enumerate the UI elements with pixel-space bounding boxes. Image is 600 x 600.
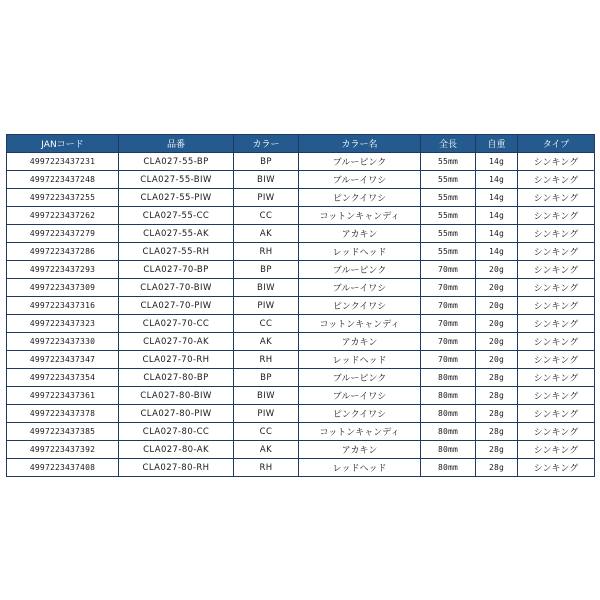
jan-code-cell: 4997223437231: [7, 153, 119, 171]
length-cell: 55mm: [421, 153, 476, 171]
table-row: [7, 207, 595, 225]
type-cell: シンキング: [518, 189, 595, 207]
part-number-cell: CLA027-80-BIW: [119, 387, 234, 405]
color-name-cell: ピンクイワシ: [299, 189, 421, 207]
table-row: [7, 315, 595, 333]
length-cell: 80mm: [421, 387, 476, 405]
jan-code-cell: 4997223437248: [7, 171, 119, 189]
length-cell: 55mm: [421, 225, 476, 243]
weight-cell: 20g: [476, 297, 518, 315]
weight-cell: 20g: [476, 261, 518, 279]
header-length: 全長: [421, 135, 476, 153]
jan-code-cell: 4997223437385: [7, 423, 119, 441]
weight-cell: 14g: [476, 207, 518, 225]
color-name-cell: ピンクイワシ: [299, 297, 421, 315]
jan-code-cell: 4997223437286: [7, 243, 119, 261]
weight-cell: 20g: [476, 315, 518, 333]
color-code-cell: BP: [234, 153, 299, 171]
type-cell: シンキング: [518, 243, 595, 261]
color-code-cell: CC: [234, 315, 299, 333]
color-name-cell: レッドヘッド: [299, 459, 421, 477]
part-number-cell: CLA027-70-RH: [119, 351, 234, 369]
type-cell: シンキング: [518, 369, 595, 387]
part-number-cell: CLA027-55-BP: [119, 153, 234, 171]
jan-code-cell: 4997223437262: [7, 207, 119, 225]
color-code-cell: AK: [234, 333, 299, 351]
color-code-cell: RH: [234, 243, 299, 261]
length-cell: 80mm: [421, 369, 476, 387]
table-row: [7, 405, 595, 423]
jan-code-cell: 4997223437279: [7, 225, 119, 243]
table-row: [7, 297, 595, 315]
length-cell: 55mm: [421, 243, 476, 261]
part-number-cell: CLA027-70-PIW: [119, 297, 234, 315]
header-color-name: カラー名: [299, 135, 421, 153]
type-cell: シンキング: [518, 153, 595, 171]
table-row: [7, 189, 595, 207]
weight-cell: 14g: [476, 243, 518, 261]
header-row: [7, 135, 595, 153]
length-cell: 70mm: [421, 297, 476, 315]
type-cell: シンキング: [518, 225, 595, 243]
type-cell: シンキング: [518, 387, 595, 405]
jan-code-cell: 4997223437378: [7, 405, 119, 423]
color-code-cell: BP: [234, 261, 299, 279]
part-number-cell: CLA027-80-AK: [119, 441, 234, 459]
part-number-cell: CLA027-80-PIW: [119, 405, 234, 423]
length-cell: 55mm: [421, 207, 476, 225]
color-name-cell: コットンキャンディ: [299, 423, 421, 441]
part-number-cell: CLA027-80-BP: [119, 369, 234, 387]
table-row: [7, 243, 595, 261]
table-row: [7, 387, 595, 405]
length-cell: 70mm: [421, 261, 476, 279]
table-row: [7, 459, 595, 477]
color-code-cell: RH: [234, 351, 299, 369]
color-code-cell: PIW: [234, 405, 299, 423]
table-row: [7, 423, 595, 441]
type-cell: シンキング: [518, 333, 595, 351]
weight-cell: 28g: [476, 369, 518, 387]
color-code-cell: BP: [234, 369, 299, 387]
jan-code-cell: 4997223437316: [7, 297, 119, 315]
color-name-cell: ブルーイワシ: [299, 387, 421, 405]
color-name-cell: ブルーイワシ: [299, 171, 421, 189]
color-name-cell: ブルーピンク: [299, 261, 421, 279]
table-body: [7, 153, 595, 477]
type-cell: シンキング: [518, 441, 595, 459]
weight-cell: 14g: [476, 189, 518, 207]
type-cell: シンキング: [518, 351, 595, 369]
jan-code-cell: 4997223437255: [7, 189, 119, 207]
color-name-cell: ブルーピンク: [299, 369, 421, 387]
jan-code-cell: 4997223437347: [7, 351, 119, 369]
color-name-cell: レッドヘッド: [299, 351, 421, 369]
color-name-cell: ブルーピンク: [299, 153, 421, 171]
table-row: [7, 171, 595, 189]
color-code-cell: PIW: [234, 189, 299, 207]
length-cell: 55mm: [421, 189, 476, 207]
type-cell: シンキング: [518, 279, 595, 297]
weight-cell: 28g: [476, 459, 518, 477]
color-name-cell: アカキン: [299, 225, 421, 243]
part-number-cell: CLA027-55-PIW: [119, 189, 234, 207]
part-number-cell: CLA027-55-CC: [119, 207, 234, 225]
length-cell: 80mm: [421, 441, 476, 459]
table-header: [7, 135, 595, 153]
header-color-code: カラー: [234, 135, 299, 153]
color-name-cell: アカキン: [299, 441, 421, 459]
part-number-cell: CLA027-80-CC: [119, 423, 234, 441]
color-name-cell: ピンクイワシ: [299, 405, 421, 423]
table-row: [7, 441, 595, 459]
weight-cell: 20g: [476, 351, 518, 369]
color-name-cell: アカキン: [299, 333, 421, 351]
color-code-cell: CC: [234, 423, 299, 441]
length-cell: 70mm: [421, 351, 476, 369]
weight-cell: 14g: [476, 225, 518, 243]
color-code-cell: PIW: [234, 297, 299, 315]
length-cell: 80mm: [421, 423, 476, 441]
type-cell: シンキング: [518, 423, 595, 441]
part-number-cell: CLA027-55-RH: [119, 243, 234, 261]
type-cell: シンキング: [518, 405, 595, 423]
color-code-cell: AK: [234, 225, 299, 243]
jan-code-cell: 4997223437323: [7, 315, 119, 333]
table-row: [7, 333, 595, 351]
part-number-cell: CLA027-70-BIW: [119, 279, 234, 297]
table-row: [7, 261, 595, 279]
type-cell: シンキング: [518, 261, 595, 279]
length-cell: 70mm: [421, 333, 476, 351]
color-name-cell: レッドヘッド: [299, 243, 421, 261]
length-cell: 55mm: [421, 171, 476, 189]
table-row: [7, 351, 595, 369]
weight-cell: 14g: [476, 171, 518, 189]
jan-code-cell: 4997223437361: [7, 387, 119, 405]
part-number-cell: CLA027-80-RH: [119, 459, 234, 477]
weight-cell: 28g: [476, 423, 518, 441]
weight-cell: 20g: [476, 333, 518, 351]
header-weight: 自重: [476, 135, 518, 153]
color-name-cell: ブルーイワシ: [299, 279, 421, 297]
jan-code-cell: 4997223437354: [7, 369, 119, 387]
color-name-cell: コットンキャンディ: [299, 207, 421, 225]
jan-code-cell: 4997223437330: [7, 333, 119, 351]
part-number-cell: CLA027-55-BIW: [119, 171, 234, 189]
type-cell: シンキング: [518, 207, 595, 225]
part-number-cell: CLA027-70-CC: [119, 315, 234, 333]
header-type: タイプ: [518, 135, 595, 153]
length-cell: 80mm: [421, 405, 476, 423]
type-cell: シンキング: [518, 171, 595, 189]
color-code-cell: BIW: [234, 279, 299, 297]
table-row: [7, 153, 595, 171]
header-part-number: 品番: [119, 135, 234, 153]
table-row: [7, 369, 595, 387]
weight-cell: 20g: [476, 279, 518, 297]
color-code-cell: CC: [234, 207, 299, 225]
product-spec-table: [6, 134, 595, 477]
type-cell: シンキング: [518, 459, 595, 477]
weight-cell: 28g: [476, 405, 518, 423]
color-code-cell: BIW: [234, 387, 299, 405]
weight-cell: 14g: [476, 153, 518, 171]
weight-cell: 28g: [476, 441, 518, 459]
color-code-cell: AK: [234, 441, 299, 459]
table-row: [7, 279, 595, 297]
jan-code-cell: 4997223437392: [7, 441, 119, 459]
color-code-cell: BIW: [234, 171, 299, 189]
part-number-cell: CLA027-70-AK: [119, 333, 234, 351]
color-name-cell: コットンキャンディ: [299, 315, 421, 333]
part-number-cell: CLA027-55-AK: [119, 225, 234, 243]
type-cell: シンキング: [518, 297, 595, 315]
jan-code-cell: 4997223437408: [7, 459, 119, 477]
jan-code-cell: 4997223437309: [7, 279, 119, 297]
type-cell: シンキング: [518, 315, 595, 333]
header-jan-code: JANコード: [7, 135, 119, 153]
length-cell: 80mm: [421, 459, 476, 477]
jan-code-cell: 4997223437293: [7, 261, 119, 279]
length-cell: 70mm: [421, 279, 476, 297]
color-code-cell: RH: [234, 459, 299, 477]
table-row: [7, 225, 595, 243]
length-cell: 70mm: [421, 315, 476, 333]
part-number-cell: CLA027-70-BP: [119, 261, 234, 279]
weight-cell: 28g: [476, 387, 518, 405]
